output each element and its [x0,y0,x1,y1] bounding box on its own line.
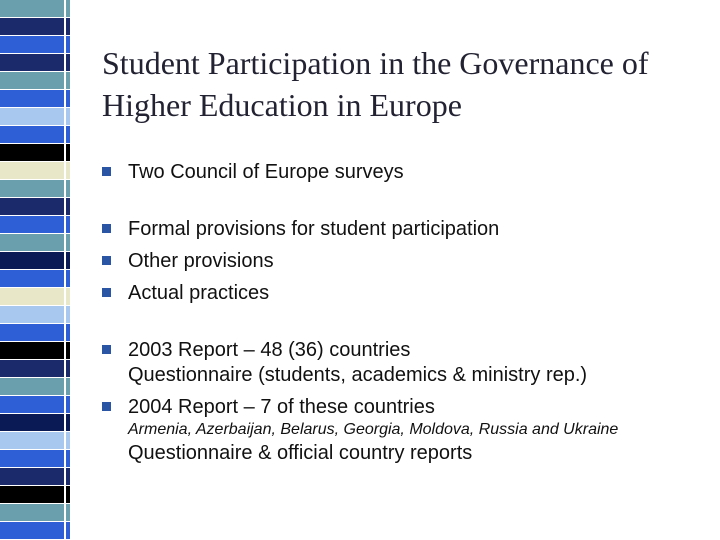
bullet-item [102,161,404,184]
stripe-block [0,486,70,503]
stripe-block [0,270,70,287]
bullet-item [102,339,410,362]
bullet-text: Formal provisions for student participation [128,218,500,240]
square-bullet-icon [102,402,111,411]
stripe-block [0,288,70,305]
stripe-block [0,108,70,125]
stripe-block [0,378,70,395]
stripe-block [0,162,70,179]
stripe-block [0,126,70,143]
bullet-text: Actual practices [128,282,270,304]
bullet-text: Two Council of Europe surveys [128,161,404,183]
stripe-block [0,90,70,107]
stripe-block [0,234,70,251]
stripe-block [0,54,70,71]
stripe-block [0,360,70,377]
bullet-text: 2003 Report – 48 (36) countries [128,339,411,361]
stripe-block [0,432,70,449]
stripe-block [0,36,70,53]
stripe-block [0,0,70,17]
stripe-edge [64,0,66,540]
slide-title: Student Participation in the Governance of Higher Education in Europe [102,45,649,123]
stripe-block [0,306,70,323]
stripe-block [0,468,70,485]
stripe-block [0,252,70,269]
square-bullet-icon [102,167,111,176]
stripe-block [0,198,70,215]
stripe-block [0,522,70,539]
stripe-block [0,450,70,467]
stripe-block [0,504,70,521]
decorative-stripe [0,0,70,540]
continuation-text: Questionnaire & official country reports [128,442,473,464]
square-bullet-icon [102,256,111,265]
stripe-block [0,342,70,359]
continuation-text: Questionnaire (students, academics & ministry rep.) [128,364,588,386]
bullet-text: Other provisions [128,250,274,272]
stripe-block [0,72,70,89]
stripe-block [0,18,70,35]
stripe-block [0,180,70,197]
bullet-item [102,218,499,241]
square-bullet-icon [102,288,111,297]
bullet-item [102,250,274,273]
square-bullet-icon [102,345,111,354]
bullet-item [102,396,435,419]
stripe-block [0,216,70,233]
square-bullet-icon [102,224,111,233]
bullet-item [102,282,269,305]
stripe-block [0,324,70,341]
bullet-text: 2004 Report – 7 of these countries [128,396,435,418]
stripe-block [0,414,70,431]
stripe-block [0,396,70,413]
stripe-block [0,144,70,161]
country-list: Armenia, Azerbaijan, Belarus, Georgia, Moldova, Russia and Ukraine [128,421,619,438]
